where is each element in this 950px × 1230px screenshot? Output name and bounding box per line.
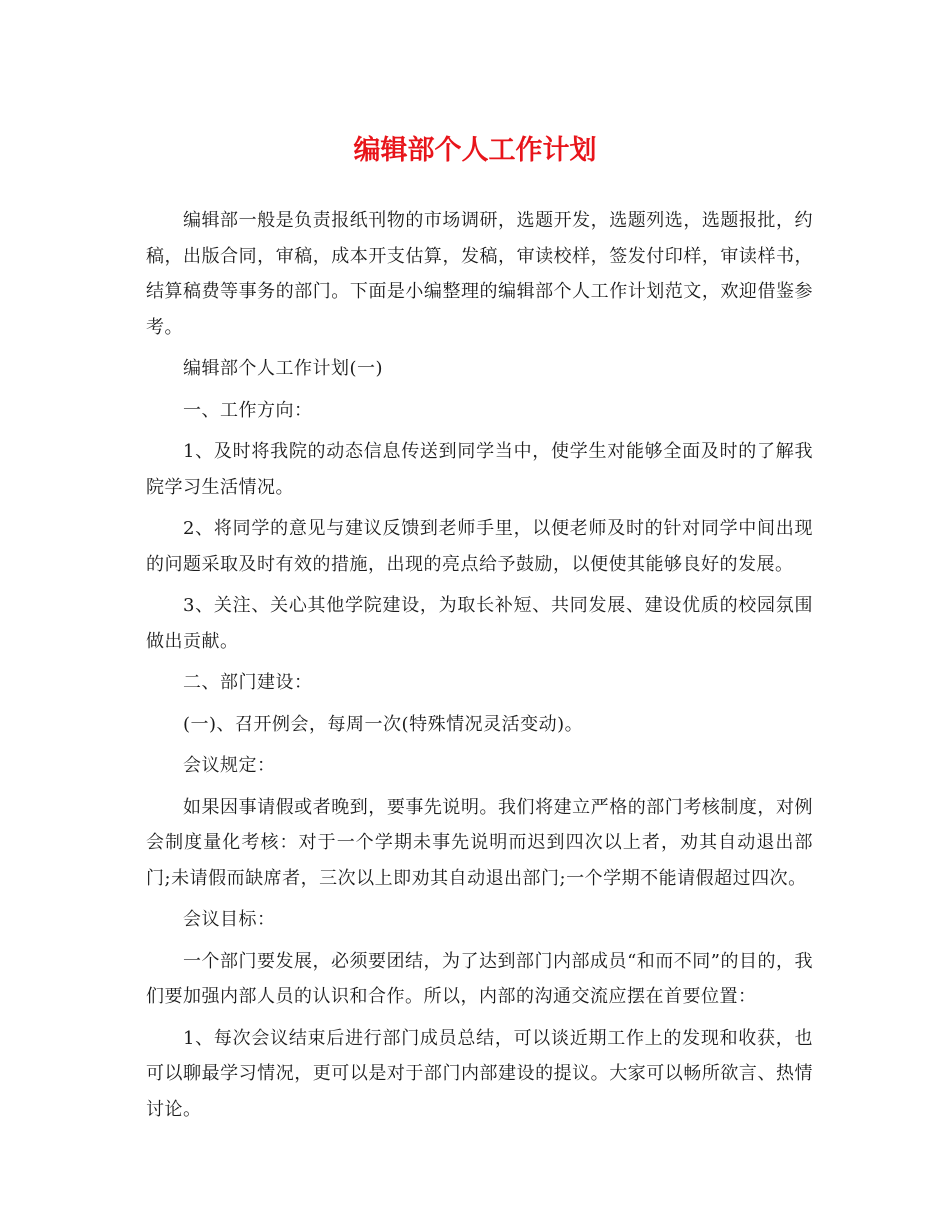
paragraph-goal-item-1: 1、每次会议结束后进行部门成员总结，可以谈近期工作上的发现和收获，也可以聊最学习情况，更可以是对于部门内部建设的提议。大家可以畅所欲言、热情讨论。 [146,1027,813,1120]
paragraph-meeting-rules: 如果因事请假或者晚到，要事先说明。我们将建立严格的部门考核制度，对例会制度量化考核：对于一个学期未事先说明而迟到四次以上者，劝其自动退出部门;未请假而缺席者，三次以上即劝其自动退出部门;一个学期不能请假超过四次。 [146,796,813,889]
paragraph-intro: 编辑部一般是负责报纸刊物的市场调研，选题开发，选题列选，选题报批，约稿，出版合同，审稿，成本开支估算，发稿，审读校样，签发付印样，审读样书，结算稿费等事务的部门。下面是小编整理的编辑部个人工作计划范文，欢迎借鉴参考。 [146,210,813,338]
paragraph-meeting-rules-heading: 会议规定： [183,755,276,776]
paragraph-meeting-goals-heading: 会议目标： [183,909,276,930]
paragraph-section-two-heading: 二、部门建设： [183,672,313,693]
paragraph-section-one-heading: 一、工作方向： [183,399,313,421]
paragraph-meeting-goals: 一个部门要发展，必须要团结，为了达到部门内部成员“和而不同”的目的，我们要加强内部人员的认识和合作。所以，内部的沟通交流应摆在首要位置： [146,950,813,1007]
paragraph-item-3: 3、关注、关心其他学院建设，为取长补短、共同发展、建设优质的校园氛围做出贡献。 [146,595,813,652]
paragraph-item-1: 1、及时将我院的动态信息传送到同学当中，使学生对能够全面及时的了解我院学习生活情况。 [146,441,813,498]
paragraph-plan-heading: 编辑部个人工作计划(一) [183,358,384,379]
document-title: 编辑部个人工作计划 [353,135,597,166]
paragraph-item-2: 2、将同学的意见与建议反馈到老师手里，以便老师及时的针对同学中间出现的问题采取及时有效的措施，出现的亮点给予鼓励，以便使其能够良好的发展。 [146,518,813,575]
document-body [146,203,813,1133]
paragraph-meeting-schedule: (一)、召开例会，每周一次(特殊情况灵活变动)。 [183,713,584,735]
